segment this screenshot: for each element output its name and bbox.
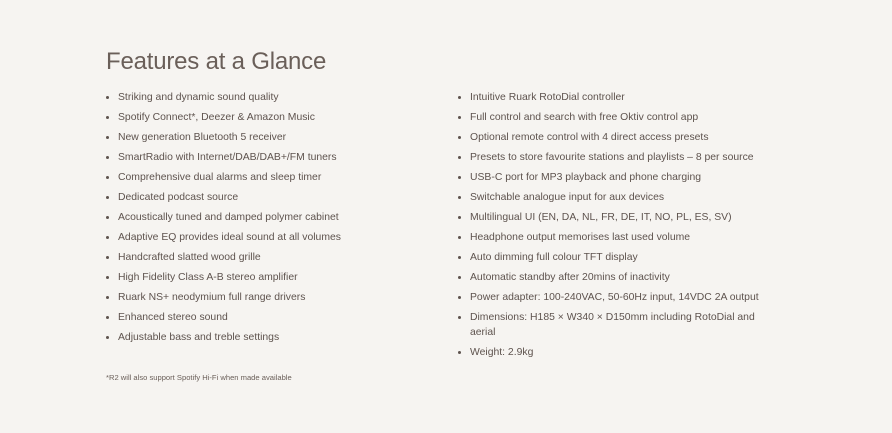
- features-list-left: [106, 90, 436, 350]
- feature-item: [106, 110, 436, 125]
- feature-text: Dedicated podcast source: [118, 192, 239, 203]
- feature-item: [458, 310, 760, 340]
- feature-text: Striking and dynamic sound quality: [118, 92, 279, 103]
- feature-text: Presets to store favourite stations and playlists – 8 per source: [470, 152, 754, 163]
- feature-text: USB-C port for MP3 playback and phone charging: [470, 172, 702, 183]
- feature-item: [458, 110, 798, 125]
- bullet-icon: [106, 236, 109, 239]
- feature-text: Dimensions: H185 × W340 × D150mm including RotoDial and aerial: [470, 312, 755, 338]
- feature-text: Handcrafted slatted wood grille: [118, 252, 261, 263]
- footnote: *R2 will also support Spotify Hi-Fi when made available: [106, 373, 292, 382]
- feature-item: [458, 90, 798, 105]
- feature-text: Adaptive EQ provides ideal sound at all volumes: [118, 232, 341, 243]
- bullet-icon: [106, 276, 109, 279]
- feature-item: [458, 270, 798, 285]
- feature-item: [458, 345, 798, 360]
- feature-text: Weight: 2.9kg: [470, 347, 534, 358]
- feature-text: SmartRadio with Internet/DAB/DAB+/FM tuners: [118, 152, 337, 163]
- bullet-icon: [106, 196, 109, 199]
- bullet-icon: [458, 296, 461, 299]
- bullet-icon: [106, 336, 109, 339]
- feature-text: Headphone output memorises last used volume: [470, 232, 691, 243]
- feature-text: Adjustable bass and treble settings: [118, 332, 280, 343]
- feature-item: [106, 130, 436, 145]
- feature-item: [106, 270, 436, 285]
- bullet-icon: [106, 136, 109, 139]
- feature-item: [458, 290, 798, 305]
- feature-item: [106, 230, 436, 245]
- feature-item: [458, 250, 798, 265]
- feature-item: [458, 130, 798, 145]
- bullet-icon: [458, 136, 461, 139]
- feature-text: Comprehensive dual alarms and sleep timer: [118, 172, 322, 183]
- feature-item: [106, 250, 436, 265]
- bullet-icon: [106, 316, 109, 319]
- section-title: Features at a Glance: [106, 48, 327, 75]
- bullet-icon: [458, 196, 461, 199]
- feature-text: Spotify Connect*, Deezer & Amazon Music: [118, 112, 315, 123]
- bullet-icon: [458, 236, 461, 239]
- bullet-icon: [458, 316, 461, 319]
- feature-item: [106, 290, 436, 305]
- feature-item: [106, 170, 436, 185]
- bullet-icon: [458, 256, 461, 259]
- bullet-icon: [458, 216, 461, 219]
- feature-text: Full control and search with free Oktiv control app: [470, 112, 699, 123]
- bullet-icon: [458, 156, 461, 159]
- feature-item: [458, 210, 798, 225]
- feature-item: [458, 170, 798, 185]
- feature-text: Ruark NS+ neodymium full range drivers: [118, 292, 306, 303]
- feature-item: [106, 210, 436, 225]
- features-list-right: [458, 90, 798, 365]
- feature-text: Enhanced stereo sound: [118, 312, 228, 323]
- feature-text: Acoustically tuned and damped polymer cabinet: [118, 212, 339, 223]
- feature-item: [106, 150, 436, 165]
- feature-text: High Fidelity Class A-B stereo amplifier: [118, 272, 298, 283]
- feature-item: [458, 150, 798, 165]
- feature-text: Intuitive Ruark RotoDial controller: [470, 92, 625, 103]
- bullet-icon: [106, 116, 109, 119]
- bullet-icon: [458, 176, 461, 179]
- feature-text: Automatic standby after 20mins of inactivity: [470, 272, 670, 283]
- bullet-icon: [458, 276, 461, 279]
- feature-text: Auto dimming full colour TFT display: [470, 252, 638, 263]
- bullet-icon: [458, 351, 461, 354]
- feature-item: [106, 310, 436, 325]
- bullet-icon: [458, 116, 461, 119]
- bullet-icon: [106, 96, 109, 99]
- bullet-icon: [106, 256, 109, 259]
- feature-item: [458, 190, 798, 205]
- feature-text: Switchable analogue input for aux devices: [470, 192, 665, 203]
- feature-text: Multilingual UI (EN, DA, NL, FR, DE, IT, NO, PL, ES, SV): [470, 212, 732, 223]
- feature-item: [106, 330, 436, 345]
- feature-item: [458, 230, 798, 245]
- bullet-icon: [106, 216, 109, 219]
- feature-text: Optional remote control with 4 direct access presets: [470, 132, 709, 143]
- feature-item: [106, 90, 436, 105]
- bullet-icon: [106, 176, 109, 179]
- bullet-icon: [458, 96, 461, 99]
- feature-text: Power adapter: 100-240VAC, 50-60Hz input, 14VDC 2A output: [470, 292, 759, 303]
- feature-item: [106, 190, 436, 205]
- bullet-icon: [106, 156, 109, 159]
- bullet-icon: [106, 296, 109, 299]
- feature-text: New generation Bluetooth 5 receiver: [118, 132, 287, 143]
